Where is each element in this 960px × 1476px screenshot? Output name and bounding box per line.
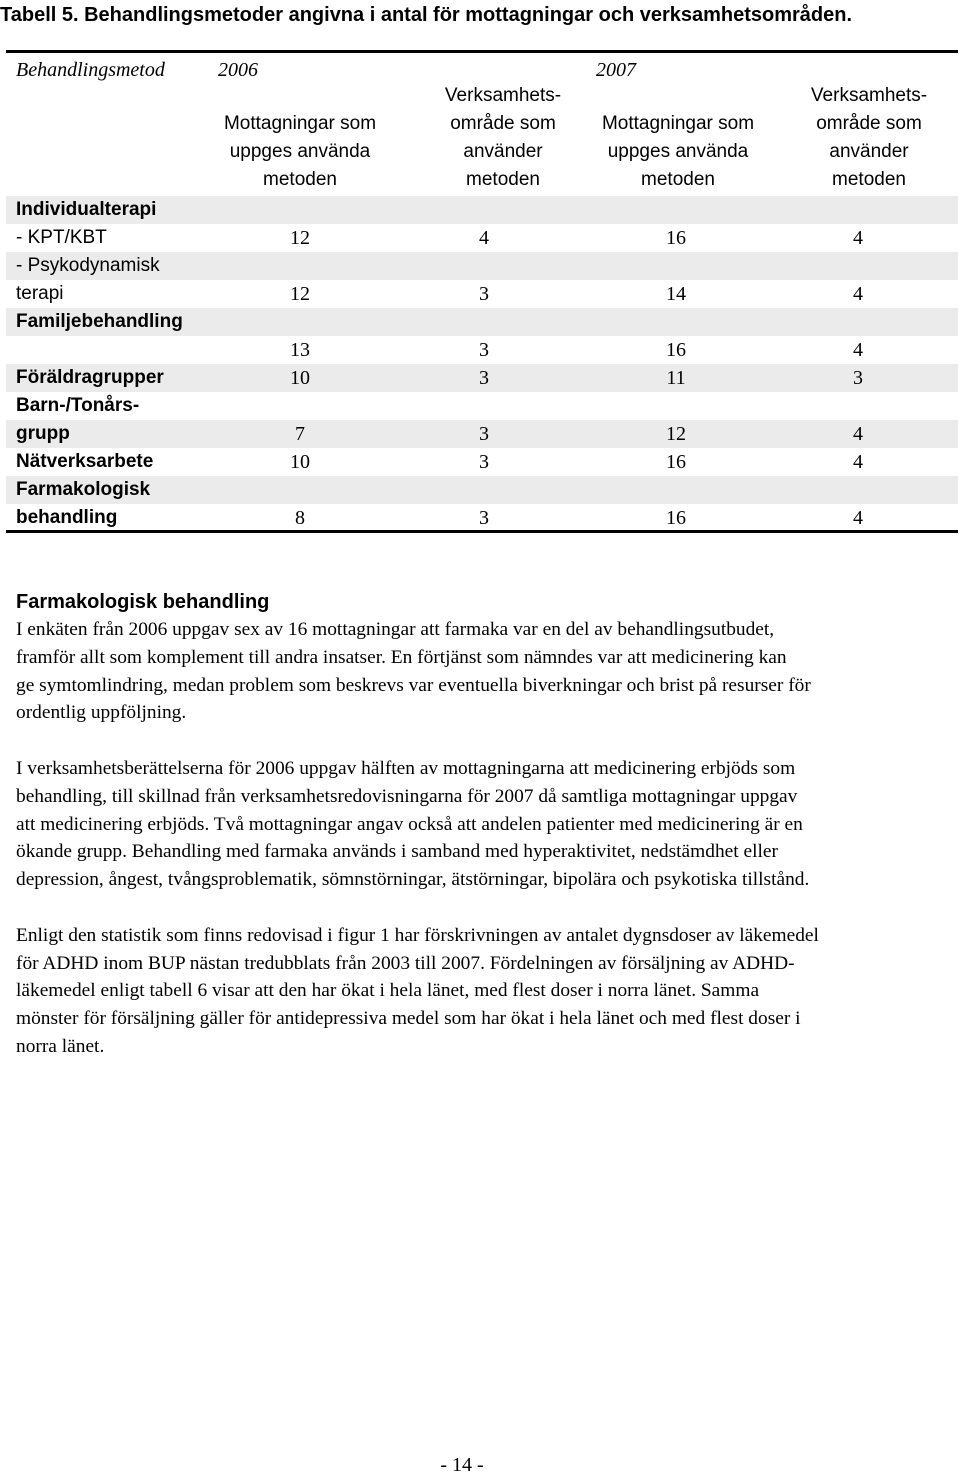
paragraph-line: depression, ångest, tvångsproblematik, sömnstörningar, ätstörningar, bipolära och psykotiska tillstånd.: [16, 869, 810, 891]
row-label: Föräldragrupper: [16, 367, 164, 388]
table-cell: 3: [479, 507, 489, 529]
header-line: område som: [816, 113, 922, 134]
paragraph-line: framför allt som komplement till andra insatser. En förtjänst som nämndes var att medicinering kan: [16, 646, 787, 668]
header-line: använder: [829, 141, 909, 162]
paragraph: [16, 755, 946, 894]
header-line: metoden: [466, 169, 540, 190]
table-cell: 10: [290, 451, 310, 473]
table-cell: 3: [479, 451, 489, 473]
row-label: Individualterapi: [16, 199, 157, 220]
header-line: använder: [463, 141, 543, 162]
table-cell: 16: [666, 507, 686, 529]
table-cell: 4: [479, 227, 489, 249]
table-cell: 4: [853, 339, 863, 361]
header-line: uppges använda: [229, 141, 371, 162]
table-cell: 12: [290, 283, 310, 305]
table-cell: 4: [853, 227, 863, 249]
page-number: - 14 -: [440, 1454, 484, 1476]
table-cell: 4: [853, 507, 863, 529]
table-cell: 16: [666, 227, 686, 249]
paragraph-line: I enkäten från 2006 uppgav sex av 16 mottagningar att farmaka var en del av behandlingsutbudet,: [16, 619, 775, 640]
paragraph-line: ge symtomlindring, medan problem som beskrevs var eventuella biverkningar och brist på resurser för: [16, 674, 811, 696]
table-caption: Tabell 5. Behandlingsmetoder angivna i antal för mottagningar och verksamhetsområden.: [0, 4, 853, 26]
row-label: - Psykodynamisk: [16, 255, 160, 276]
row-label: Farmakologisk: [16, 479, 151, 500]
paragraph-line: för ADHD inom BUP nästan tredubblats från 2003 till 2007. Fördelningen av försäljning av ADHD-: [16, 952, 795, 974]
header-line: Verksamhets-: [444, 85, 562, 106]
header-line: Mottagningar som: [601, 113, 755, 134]
header-line: uppges använda: [607, 141, 749, 162]
paragraph-line: I verksamhetsberättelserna för 2006 uppgav hälften av mottagningarna att medicinering erbjöds som: [16, 757, 796, 779]
paragraph-line: läkemedel enligt tabell 6 visar att den har ökat i hela länet, med flest doser i norra länet. Samma: [16, 980, 760, 1002]
table-top-rule: [6, 50, 958, 53]
row-label: grupp: [16, 423, 70, 444]
table-cell: 11: [666, 367, 686, 389]
row-label: Nätverksarbete: [16, 451, 154, 472]
header-mott-2007: [578, 110, 778, 194]
row-label: Familjebehandling: [16, 311, 183, 332]
table-cell: 16: [666, 451, 686, 473]
paragraph-line: mönster för försäljning gäller för antidepressiva medel som har ökat i hela länet och med flest doser i: [16, 1008, 801, 1030]
header-verk-2006: [418, 82, 588, 194]
table-cell: 16: [666, 339, 686, 361]
paragraph-line: ökande grupp. Behandling med farmaka används i samband med hyperaktivitet, nedstämdhet eller: [16, 841, 778, 863]
paragraph: [16, 616, 946, 727]
header-method: Behandlingsmetod: [16, 59, 165, 81]
paragraph-line: att medicinering erbjöds. Två mottagningar angav också att andelen patienter med medicinering är en: [16, 813, 803, 835]
table-cell: 4: [853, 283, 863, 305]
header-line: område som: [450, 113, 556, 134]
table-cell: 3: [479, 339, 489, 361]
paragraph-line: ordentlig uppföljning.: [16, 702, 187, 724]
header-line: metoden: [263, 169, 337, 190]
table-cell: 3: [853, 367, 863, 389]
table-cell: 4: [853, 423, 863, 445]
section-title: Farmakologisk behandling: [16, 591, 270, 613]
table-cell: 3: [479, 283, 489, 305]
header-line: Verksamhets-: [810, 85, 928, 106]
row-label: Barn-/Tonårs-: [16, 395, 140, 416]
header-line: metoden: [641, 169, 715, 190]
paragraph-line: norra länet.: [16, 1035, 105, 1057]
header-year-2007: 2007: [596, 59, 636, 81]
header-year-2006: 2006: [218, 59, 258, 81]
table-cell: 3: [479, 423, 489, 445]
table-cell: 13: [290, 339, 310, 361]
header-verk-2007: [784, 82, 954, 194]
table-cell: 10: [290, 367, 310, 389]
header-line: Mottagningar som: [223, 113, 377, 134]
paragraph-line: Enligt den statistik som finns redovisad i figur 1 har förskrivningen av antalet dygnsdoser av läkemedel: [16, 924, 819, 946]
row-label: - KPT/KBT: [16, 227, 107, 248]
table-cell: 12: [666, 423, 686, 445]
table-cell: 7: [295, 423, 305, 445]
paragraph: [16, 922, 946, 1061]
pharmacology-section: [16, 588, 946, 1089]
row-label: behandling: [16, 507, 118, 528]
header-mott-2006: [200, 110, 400, 194]
section-body: [16, 616, 946, 1061]
table-cell: 4: [853, 451, 863, 473]
paragraph-line: behandling, till skillnad från verksamhetsredovisningarna för 2007 då samtliga mottagningar uppgav: [16, 785, 798, 807]
table-cell: 14: [666, 283, 686, 305]
table-cell: 12: [290, 227, 310, 249]
table-bottom-rule: [6, 530, 958, 533]
row-label: terapi: [16, 283, 64, 304]
table-cell: 8: [295, 507, 305, 529]
table-cell: 3: [479, 367, 489, 389]
header-line: metoden: [832, 169, 906, 190]
